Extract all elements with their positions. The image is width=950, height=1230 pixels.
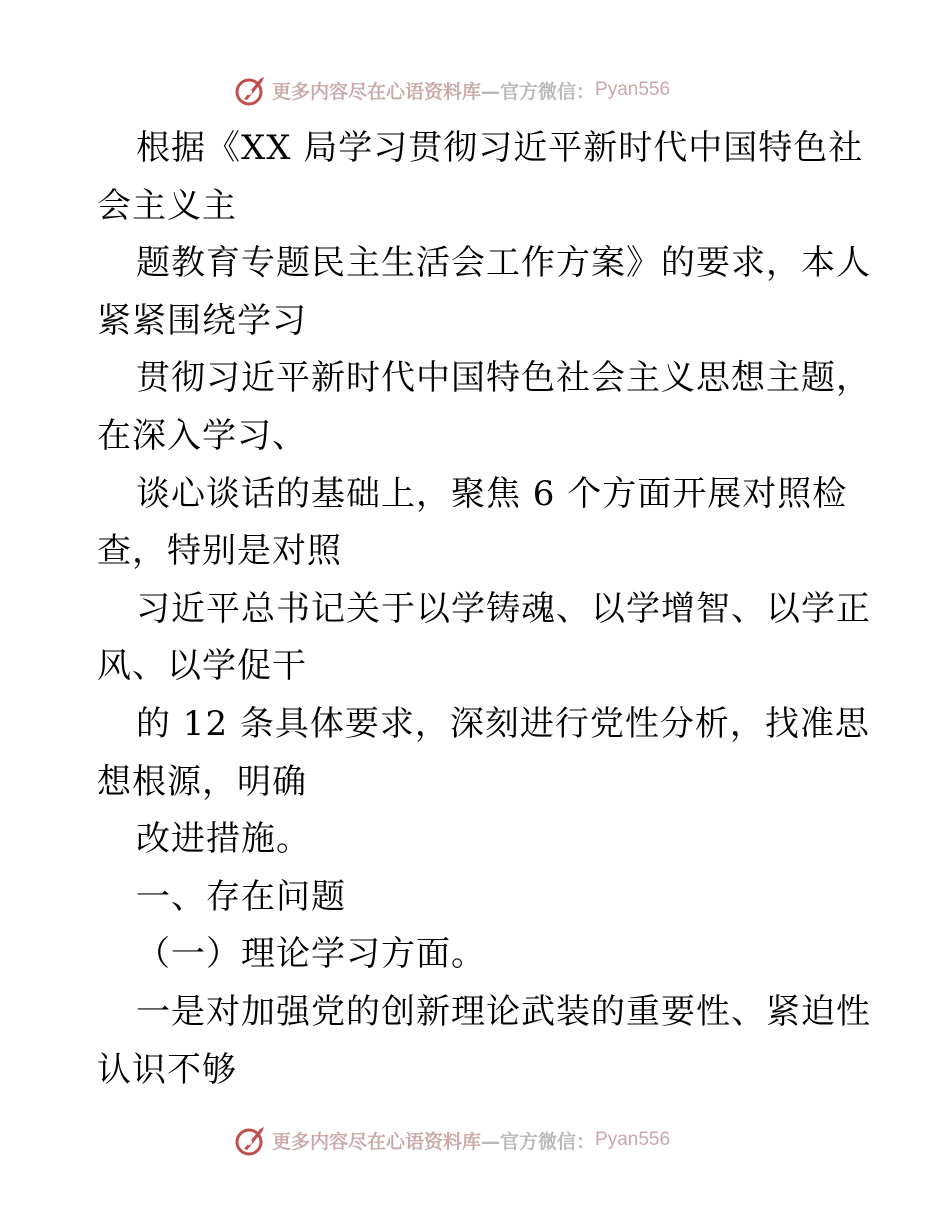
body-line: 贯彻习近平新时代中国特色社会主义思想主题，: [136, 358, 871, 398]
watermark-sub-text: —官方微信：: [481, 1130, 596, 1153]
body-line: 习近平总书记关于以学铸魂、以学增智、以学正: [136, 589, 871, 629]
body-line: 认识不够: [97, 1050, 237, 1090]
body-line: 题教育专题民主生活会工作方案》的要求，本人: [136, 243, 871, 283]
subsection-heading: （一）理论学习方面。: [136, 934, 486, 974]
body-line: 改进措施。: [136, 819, 311, 859]
body-line: 查，特别是对照: [97, 531, 342, 571]
body-line: 紧紧围绕学习: [97, 301, 307, 341]
watermark-wechat-id: Pyan556: [595, 1129, 671, 1150]
body-line: 的 12 条具体要求，深刻进行党性分析，找准思: [136, 704, 870, 744]
section-heading: 一、存在问题: [136, 877, 346, 917]
body-line: 想根源，明确: [97, 762, 307, 802]
body-line: 谈心谈话的基础上，聚焦 6 个方面开展对照检: [136, 474, 848, 514]
watermark-footer: [234, 1122, 714, 1158]
watermark-wechat-id: Pyan556: [595, 79, 671, 100]
watermark-main-text: 更多内容尽在心语资料库: [272, 1130, 482, 1153]
watermark-sub-text: —官方微信：: [481, 80, 596, 103]
watermark-main-text: 更多内容尽在心语资料库: [272, 80, 482, 103]
body-line: 根据《XX 局学习贯彻习近平新时代中国特色社: [136, 128, 864, 168]
body-line: 一是对加强党的创新理论武装的重要性、紧迫性: [136, 992, 871, 1032]
body-line: 在深入学习、: [97, 416, 307, 456]
quill-logo-icon: [234, 1123, 268, 1157]
body-line: 会主义主: [97, 186, 237, 226]
body-line: 风、以学促干: [97, 646, 307, 686]
